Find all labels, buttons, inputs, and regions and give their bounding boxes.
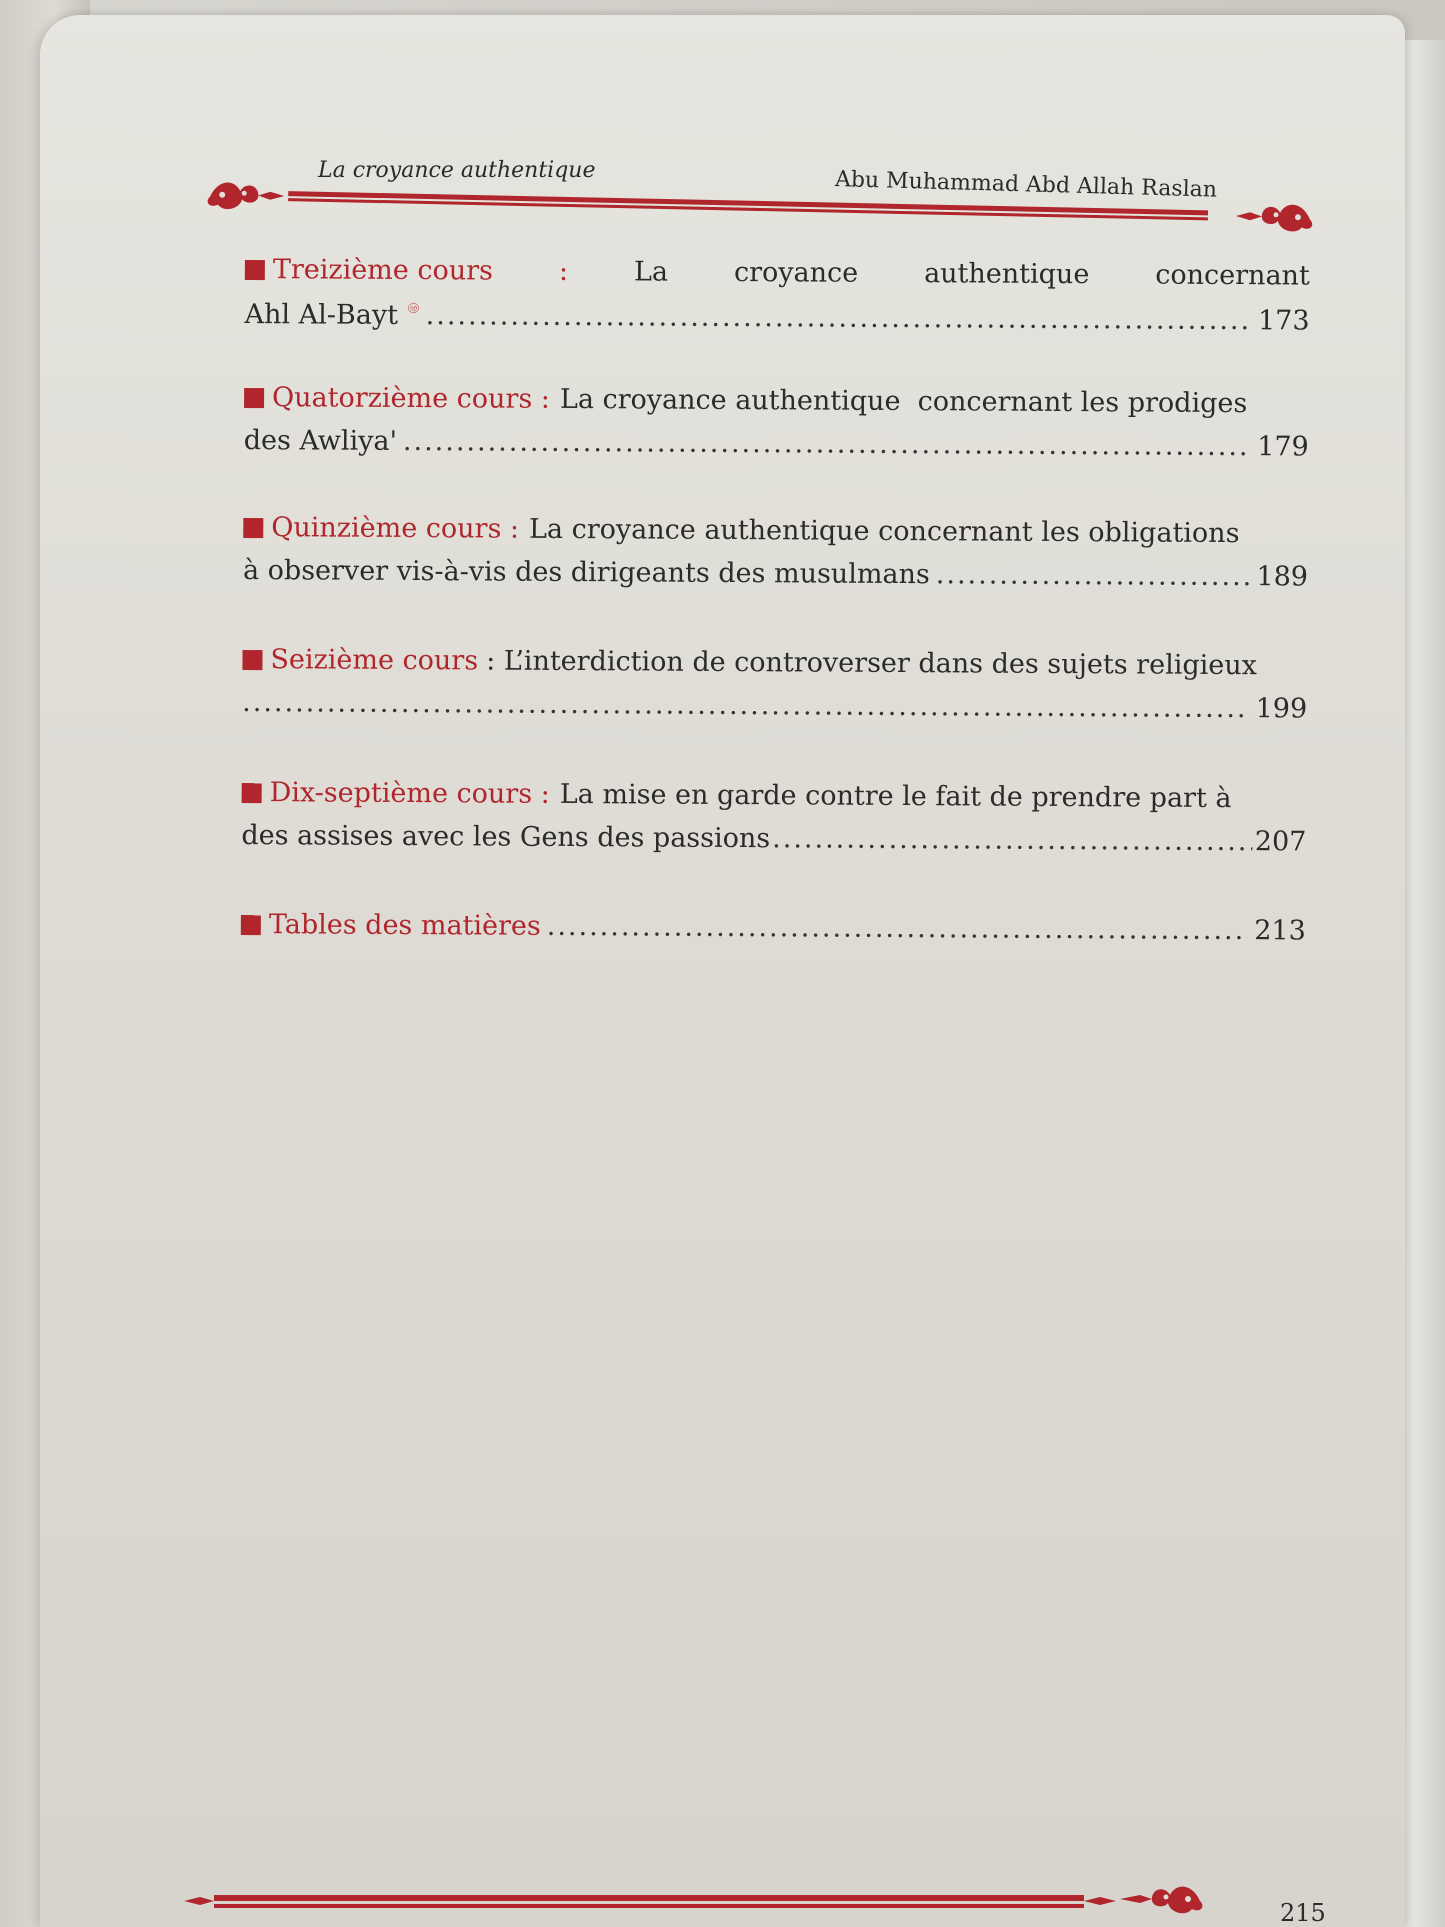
toc-page-number: 207 (1254, 826, 1307, 858)
footer-ornamental-rule (180, 1877, 1270, 1927)
toc-entry (243, 506, 1309, 645)
running-author: Abu Muhammad Abd Allah Raslan (834, 167, 1218, 203)
toc-entry-text: La mise en garde contre le fait de prendre part à (559, 778, 1232, 815)
toc-entry-label: Treizième cours (272, 254, 494, 287)
toc-page-number: 189 (1256, 561, 1309, 593)
toc-entry-separator: : (558, 255, 569, 287)
toc-entry-line (242, 638, 1307, 688)
toc-entry-line (244, 291, 1309, 343)
toc-entry-continuation: Ahl Al-Bayt (244, 298, 399, 331)
toc-page-number: 199 (1255, 693, 1308, 725)
toc-page-number: 173 (1257, 305, 1310, 337)
toc-entry (241, 771, 1307, 910)
arabic-honorific-icon (408, 292, 420, 324)
toc-entry (242, 638, 1308, 778)
toc-entry-line (245, 248, 1310, 298)
floral-ornament-icon (1120, 1887, 1202, 1914)
toc-entry (241, 903, 1306, 953)
square-bullet-icon (243, 518, 263, 538)
leader-dots (547, 905, 1249, 952)
square-bullet-icon (245, 260, 265, 280)
toc-entry-line (241, 903, 1306, 953)
toc-entry-line (243, 506, 1308, 556)
toc-entry-continuation: des assises avec les Gens des passions (241, 819, 771, 855)
toc-entry-line (243, 549, 1308, 599)
toc-entry-line (242, 681, 1307, 731)
toc-entry-text: : L’interdiction de controverser dans des sujets religieux (486, 645, 1257, 682)
leader-dots (772, 817, 1253, 863)
toc-entry-continuation: des Awliya' (243, 424, 398, 457)
square-bullet-icon (241, 915, 261, 935)
toc-entry (243, 376, 1309, 513)
toc-entry-label: Dix-septième cours : (269, 777, 550, 810)
toc-page-number: 179 (1257, 431, 1309, 463)
leader-dots (242, 681, 1250, 730)
toc-entry-label: Tables des matières (268, 909, 541, 942)
page-number: 215 (1280, 1899, 1326, 1927)
toc-entry-continuation: à observer vis-à-vis des dirigeants des musulmans (242, 554, 930, 591)
toc-entry-text: La croyance authentique concernant les prodiges (559, 383, 1248, 420)
toc-page-number: 213 (1254, 915, 1306, 947)
leader-dots (403, 420, 1252, 468)
running-title: La croyance authentique (318, 158, 596, 183)
toc-entry-word: concernant (1155, 259, 1310, 292)
toc-entry-label: Quatorzième cours : (271, 382, 551, 415)
book-page (40, 15, 1405, 1927)
toc-entry-line (244, 419, 1309, 469)
toc-entry-word: croyance (733, 256, 859, 289)
square-bullet-icon (242, 783, 262, 803)
floral-ornament-icon (207, 182, 284, 210)
toc-entry-line (242, 771, 1307, 821)
leader-dots (426, 294, 1253, 342)
square-bullet-icon (242, 650, 262, 670)
toc-entry-label: Seizième cours (270, 644, 479, 677)
header-ornamental-rule (200, 180, 1320, 240)
leader-dots (936, 553, 1251, 598)
toc-entry-line (244, 376, 1309, 426)
toc-entry-word: La (633, 256, 669, 288)
toc-entry-text: La croyance authentique concernant les obligations (528, 513, 1240, 550)
toc-entry (244, 248, 1310, 383)
square-bullet-icon (244, 388, 264, 408)
toc-entry-word: authentique (924, 258, 1090, 291)
toc-entry-line (241, 814, 1306, 864)
toc-entry-label: Quinzième cours : (271, 512, 520, 545)
table-of-contents (241, 248, 1310, 952)
